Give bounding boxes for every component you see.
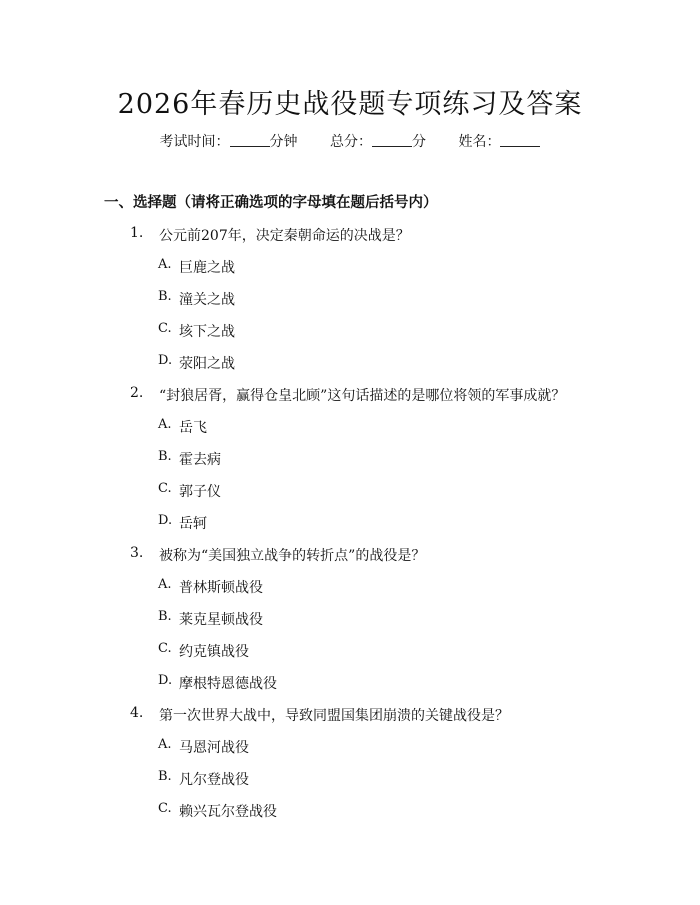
option-label: D.: [158, 353, 173, 368]
option-text: 莱克星顿战役: [179, 612, 263, 628]
option-label: B.: [158, 289, 172, 304]
student-name-field: [458, 131, 540, 151]
option-label: B.: [158, 769, 172, 784]
question-text: 第一次世界大战中，导致同盟国集团崩溃的关键战役是？: [159, 708, 509, 724]
option-label: C.: [158, 641, 172, 656]
option-text: 霍去病: [179, 452, 221, 468]
option-text: 岳轲: [179, 516, 207, 532]
option-text: 巨鹿之战: [179, 260, 235, 276]
option-label: C.: [158, 481, 172, 496]
student-name-blank: [500, 146, 540, 147]
option-text: 马恩河战役: [179, 740, 249, 756]
question-number: 2.: [130, 385, 144, 401]
option-text: 赖兴瓦尔登战役: [179, 804, 277, 820]
option-label: C.: [158, 321, 172, 336]
option-label: A.: [158, 737, 172, 752]
option-text: 摩根特恩德战役: [179, 676, 277, 692]
exam-time-unit: 分钟: [269, 134, 298, 150]
option-label: D.: [158, 513, 173, 528]
question-number: 1.: [130, 225, 144, 241]
option-label: B.: [158, 609, 172, 624]
total-score-field: [330, 131, 426, 151]
option-text: 约克镇战役: [179, 644, 249, 660]
total-score-label: 总分：: [330, 134, 372, 150]
student-name-label: 姓名：: [458, 134, 501, 150]
option-text: 郭子仪: [179, 484, 221, 500]
option-text: 普林斯顿战役: [179, 580, 263, 596]
question-text: 被称为“美国独立战争的转折点”的战役是？: [159, 548, 426, 564]
exam-time-label: 考试时间：: [159, 134, 230, 150]
option-label: C.: [158, 801, 172, 816]
document-title: 2026年春历史战役题专项练习及答案: [117, 89, 583, 120]
question-text: 公元前207年，决定秦朝命运的决战是？: [159, 228, 410, 244]
question-number: 3.: [130, 545, 144, 561]
option-text: 潼关之战: [179, 292, 235, 308]
option-label: A.: [158, 417, 172, 432]
option-label: A.: [158, 257, 172, 272]
option-text: 岳飞: [179, 420, 207, 436]
exam-info-line: [0, 131, 700, 151]
option-label: B.: [158, 449, 172, 464]
option-text: 荥阳之战: [179, 356, 235, 372]
exam-time-blank: [230, 146, 270, 147]
option-label: A.: [158, 577, 172, 592]
question-text: “封狼居胥，赢得仓皇北顾”这句话描述的是哪位将领的军事成就？: [159, 388, 566, 404]
option-label: D.: [158, 673, 173, 688]
option-text: 凡尔登战役: [179, 772, 249, 788]
exam-time-field: [160, 131, 298, 151]
option-text: 垓下之战: [179, 324, 235, 340]
section-heading: 一、选择题（请将正确选项的字母填在题后括号内）: [104, 195, 438, 211]
question-number: 4.: [130, 705, 144, 721]
total-score-unit: 分: [412, 134, 426, 150]
total-score-blank: [372, 146, 412, 147]
